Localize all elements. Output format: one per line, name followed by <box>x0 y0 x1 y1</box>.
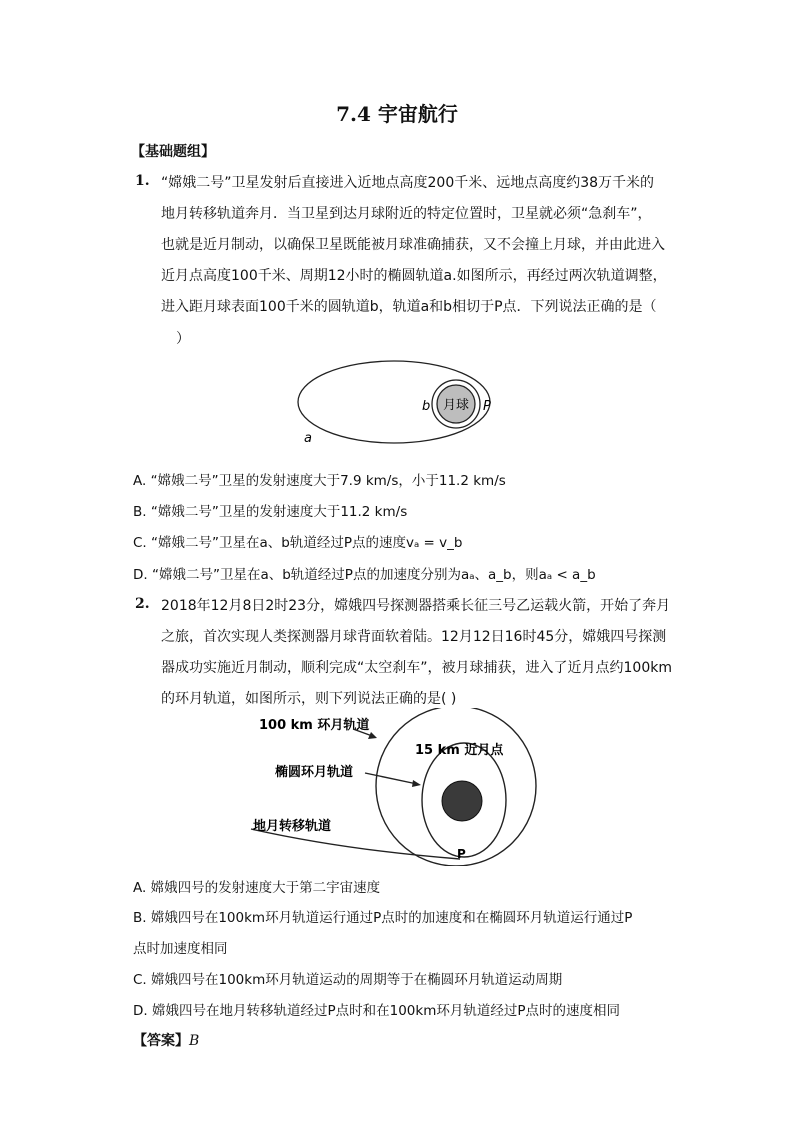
arrow-line <box>365 773 417 784</box>
option-d: D. “嫦娥二号”卫星在a、b轨道经过P点的加速度分别为aₐ、a_b，则aₐ < a_b <box>133 567 596 583</box>
question-text-line: 2018年12月8日2时23分，嫦娥四号探测器搭乘长征三号乙运载火箭，开始了奔月 <box>161 598 671 614</box>
question-text-line: ） <box>176 331 190 347</box>
orbit-diagram-1 <box>290 358 510 448</box>
question-text-line: 之旅，首次实现人类探测器月球背面软着陆。12月12日16时45分，嫦娥四号探测 <box>161 629 667 645</box>
question-text-line: 近月点高度100千米、周期12小时的椭圆轨道a.如图所示，再经过两次轨道调整， <box>161 268 667 284</box>
option-b: B. 嫦娥四号在100km环月轨道运行通过P点时的加速度和在椭圆环月轨道运行通过P <box>133 910 633 926</box>
question-number: 2. <box>135 596 150 612</box>
ellipse-orbit-label: 椭圆环月轨道 <box>275 765 354 780</box>
question-number: 1. <box>135 173 150 189</box>
question-text-line: “嫦娥二号”卫星发射后直接进入近地点高度200千米、远地点高度约38万千米的 <box>161 175 655 191</box>
question-text-line: 的环月轨道，如图所示，则下列说法正确的是( ) <box>161 691 457 707</box>
option-a: A. “嫦娥二号”卫星的发射速度大于7.9 km/s，小于11.2 km/s <box>133 473 506 489</box>
point-p-label: P <box>483 399 491 414</box>
near-point-label: 15 km 近月点 <box>415 743 504 758</box>
answer-value: B <box>189 1033 200 1049</box>
question-text-line: 器成功实施近月制动，顺利完成“太空刹车”，被月球捕获，进入了近月点约100km <box>161 660 672 676</box>
point-p-label: P <box>457 847 466 861</box>
option-d: D. 嫦娥四号在地月转移轨道经过P点时和在100km环月轨道经过P点时的速度相同 <box>133 1003 620 1019</box>
option-c: C. 嫦娥四号在100km环月轨道运动的周期等于在椭圆环月轨道运动周期 <box>133 972 563 988</box>
question-text-line: 也就是近月制动，以确保卫星既能被月球准确捕获，又不会撞上月球，并由此进入 <box>161 237 665 253</box>
option-b-continued: 点时加速度相同 <box>133 941 228 957</box>
page-title: 7.4 宇宙航行 <box>336 102 458 126</box>
circle-orbit-label: 100 km 环月轨道 <box>259 718 370 733</box>
question-text-line: 地月转移轨道奔月．当卫星到达月球附近的特定位置时，卫星就必须“急刹车”， <box>161 206 652 222</box>
arrow-head <box>412 780 421 787</box>
transfer-orbit-label: 地月转移轨道 <box>253 819 332 834</box>
section-heading: 【基础题组】 <box>131 144 215 160</box>
moon-label: 月球 <box>442 398 470 413</box>
answer <box>133 1030 199 1050</box>
orbit-a-label: a <box>304 431 312 446</box>
option-b: B. “嫦娥二号”卫星的发射速度大于11.2 km/s <box>133 504 408 520</box>
moon-disc <box>442 781 482 821</box>
question-text-line: 进入距月球表面100千米的圆轨道b，轨道a和b相切于P点．下列说法正确的是（ <box>161 299 657 315</box>
option-a: A. 嫦娥四号的发射速度大于第二宇宙速度 <box>133 880 381 896</box>
orbit-diagram-2 <box>245 708 550 866</box>
orbit-b-label: b <box>422 399 431 414</box>
answer-label: 【答案】 <box>133 1033 189 1049</box>
option-c: C. “嫦娥二号”卫星在a、b轨道经过P点的速度vₐ = v_b <box>133 535 463 551</box>
